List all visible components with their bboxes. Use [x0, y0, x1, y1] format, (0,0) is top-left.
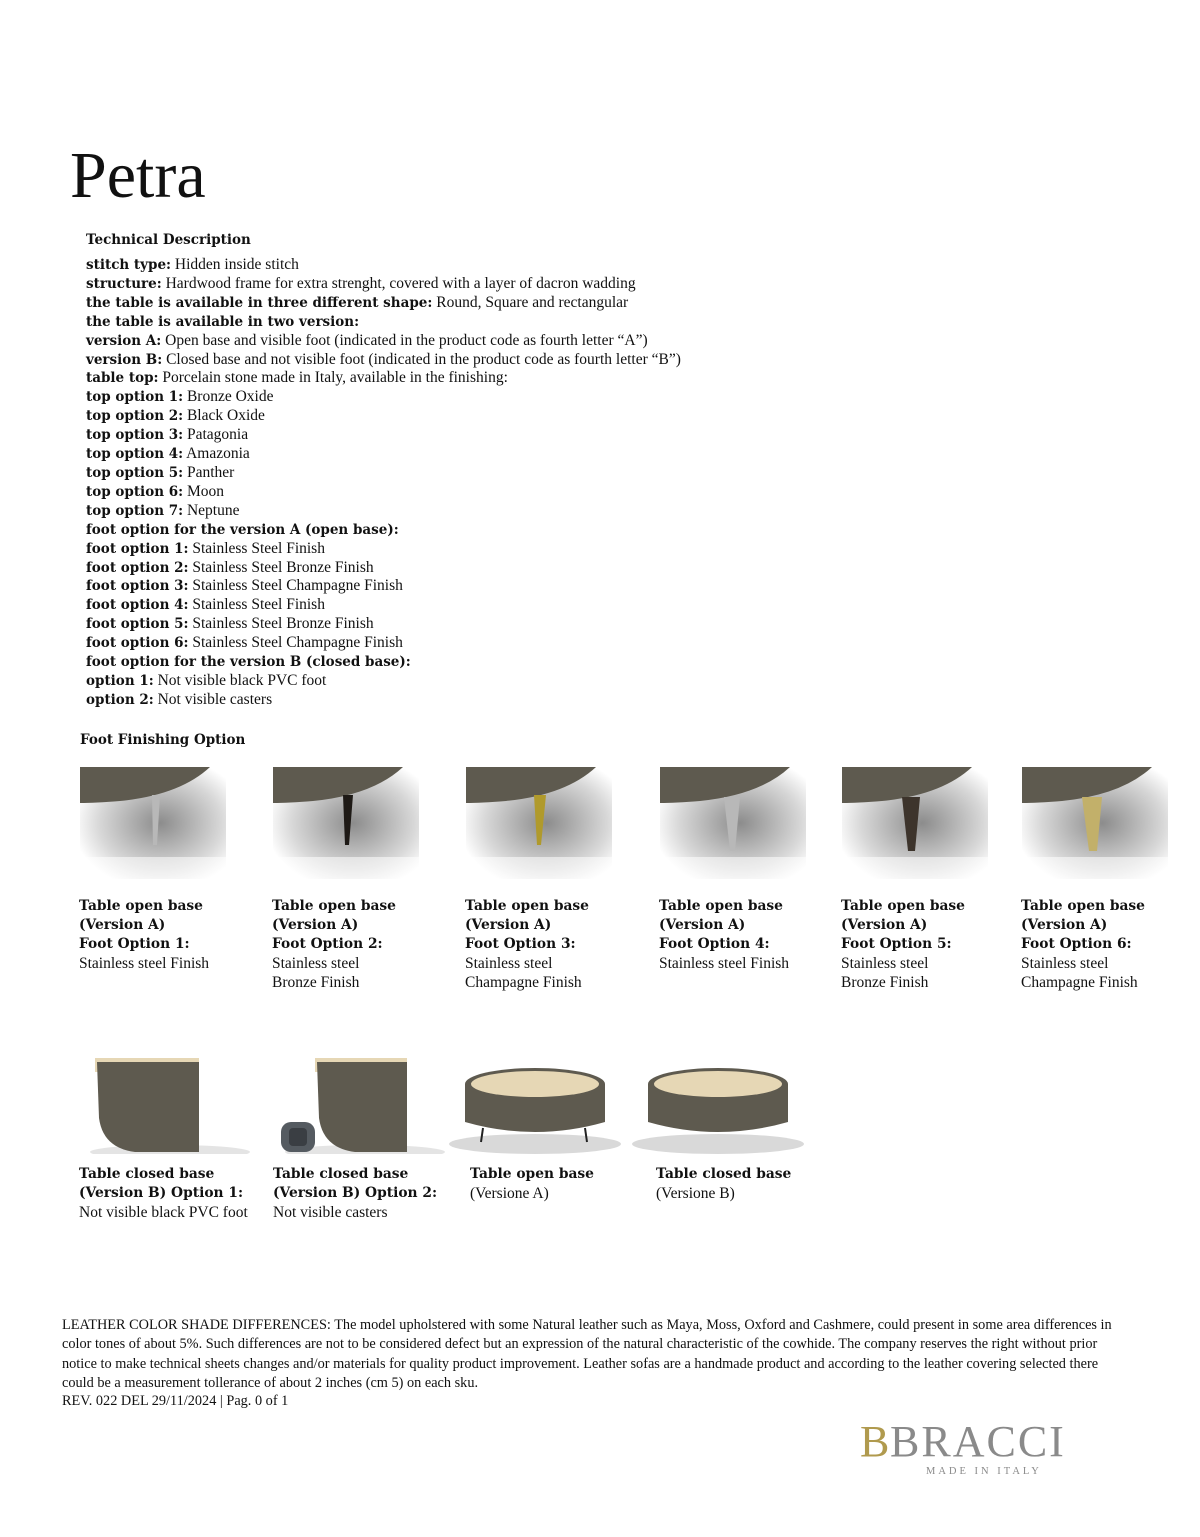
caption-bold-line: Table closed base [79, 1166, 215, 1182]
floor-fade [80, 857, 226, 879]
leather-disclaimer: LEATHER COLOR SHADE DIFFERENCES: The model upholstered with some Natural leather such as Maya, Moss, Oxford and Cashmere, could present in some area differences in color tones of about 5%. Such differences are not to be considered defect but an expression of the natural characteristic of the cowhide. The company reserves the right without prior notice to make technical sheets changes and/or materials for quality product improvement. Leather sofas are a handmade product and according to the leather covering selected there could be a measurement tollerance of about 2 inches (cm 5) on each sku. [62, 1317, 1112, 1391]
caption-bold-line: Table closed base [273, 1166, 409, 1182]
caption-bold-line: Table open base [79, 898, 203, 914]
spec-value: Stainless Steel Champagne Finish [188, 577, 403, 595]
caption-bold-line: (Version A) [465, 917, 552, 933]
spec-label: foot option 4: [86, 597, 189, 614]
spec-value: Porcelain stone made in Italy, available in the finishing: [158, 369, 508, 387]
caption-bold-line: Table open base [272, 898, 396, 914]
spec-row [86, 634, 681, 653]
foot-option-image [660, 767, 806, 879]
spec-label: top option 3: [86, 427, 184, 444]
spec-row [86, 502, 681, 521]
spec-value: Not visible black PVC foot [153, 671, 327, 689]
spec-label: top option 4: [86, 446, 184, 463]
option-caption [470, 1165, 594, 1203]
caption-line: Stainless steel [841, 955, 929, 972]
spec-value: Stainless Steel Bronze Finish [188, 615, 374, 633]
spec-value: Amazonia [183, 445, 250, 463]
caption-line: (Versione A) [470, 1185, 549, 1202]
caption-bold-line: Foot Option 1: [79, 936, 190, 952]
caption-bold-line: Foot Option 2: [272, 936, 383, 952]
caption-bold-line: Table closed base [656, 1166, 792, 1182]
spec-value: Stainless Steel Finish [188, 539, 325, 557]
spec-row [86, 521, 681, 540]
closed-base-detail-image [275, 1058, 455, 1154]
option-caption [465, 897, 589, 992]
foot-option-image [1022, 767, 1168, 879]
option-caption [79, 897, 209, 973]
caption-bold-line: (Version A) [272, 917, 359, 933]
foot-option-image [466, 767, 612, 879]
stone-top [654, 1071, 782, 1097]
spec-label: stitch type: [86, 257, 172, 273]
spec-value: Round, Square and rectangular [432, 293, 629, 311]
spec-value: Stainless Steel Bronze Finish [188, 558, 374, 576]
caption-line: Stainless steel [1021, 955, 1109, 972]
spec-value: Open base and visible foot (indicated in the product code as fourth letter “A”) [161, 331, 648, 349]
floor-fade [842, 857, 988, 879]
option-caption [79, 1165, 248, 1222]
caption-line: Not visible casters [273, 1204, 388, 1221]
spec-value: Black Oxide [183, 407, 265, 425]
caption-line: (Versione B) [656, 1185, 735, 1202]
spec-label: top option 6: [86, 483, 184, 500]
spec-value: Panther [183, 463, 235, 481]
option-caption [659, 897, 789, 973]
spec-label: top option 7: [86, 502, 184, 519]
spec-label: the table is available in three different shape: [86, 294, 433, 311]
caption-bold-line: Foot Option 6: [1021, 936, 1132, 952]
caption-bold-line: (Version A) [1021, 917, 1108, 933]
spec-row [86, 672, 681, 691]
spec-label: version A: [86, 332, 162, 349]
spec-row [86, 332, 681, 351]
spec-value: Stainless Steel Finish [188, 596, 325, 614]
spec-row [86, 351, 681, 370]
foot-option-image [273, 767, 419, 879]
caption-bold-line: (Version B) Option 1: [79, 1185, 244, 1201]
floor-fade [1022, 857, 1168, 879]
caption-line: Bronze Finish [272, 974, 360, 991]
base-shadow [449, 1134, 621, 1154]
spec-value: Hardwood frame for extra strenght, covered with a layer of dacron wadding [161, 274, 636, 292]
floor-fade [660, 857, 806, 879]
spec-label: foot option 2: [86, 559, 189, 576]
caption-line: Stainless steel Finish [79, 955, 210, 972]
spec-label: foot option 5: [86, 616, 189, 633]
caption-bold-line: Table open base [659, 898, 783, 914]
caption-line: Champagne Finish [1021, 974, 1138, 991]
spec-row [86, 577, 681, 596]
logo-name: BRACCI [890, 1418, 1066, 1466]
spec-label: top option 2: [86, 408, 184, 425]
spec-row [86, 540, 681, 559]
caption-bold-line: (Version A) [841, 917, 928, 933]
bracci-logo [860, 1418, 1110, 1478]
caption-line: Stainless steel [465, 955, 553, 972]
foot-finishing-heading: Foot Finishing Option [80, 732, 246, 748]
stone-top [471, 1071, 599, 1097]
spec-value: Neptune [183, 501, 240, 519]
spec-label: foot option 3: [86, 578, 189, 595]
spec-row [86, 483, 681, 502]
product-title: Petra [70, 139, 206, 212]
option-caption [273, 1165, 437, 1222]
option-caption [841, 897, 965, 992]
technical-spec-list [86, 256, 681, 710]
spec-label: version B: [86, 351, 163, 368]
option-caption [656, 1165, 791, 1203]
option-caption [272, 897, 396, 992]
spec-row [86, 653, 681, 672]
spec-row [86, 445, 681, 464]
caption-bold-line: Foot Option 5: [841, 936, 952, 952]
caption-bold-line: (Version A) [659, 917, 746, 933]
caption-bold-line: (Version A) [79, 917, 166, 933]
spec-label: option 2: [86, 691, 154, 708]
spec-row [86, 407, 681, 426]
spec-row [86, 256, 681, 275]
spec-label: foot option 1: [86, 540, 189, 557]
caster-hub [289, 1128, 307, 1146]
spec-row [86, 369, 681, 388]
spec-row [86, 313, 681, 332]
spec-row [86, 294, 681, 313]
spec-row [86, 615, 681, 634]
caption-line: Stainless steel Finish [659, 955, 790, 972]
caption-line: Stainless steel [272, 955, 360, 972]
spec-row [86, 426, 681, 445]
foot-option-image [842, 767, 988, 879]
spec-row [86, 275, 681, 294]
revision-info: REV. 022 DEL 29/11/2024 | Pag. 0 of 1 [62, 1393, 289, 1409]
spec-label: foot option for the version A (open base): [86, 521, 399, 538]
spec-label: table top: [86, 370, 159, 387]
option-caption [1021, 897, 1145, 992]
caption-bold-line: Table open base [1021, 898, 1145, 914]
spec-value: Stainless Steel Champagne Finish [188, 634, 403, 652]
spec-label: the table is available in two version: [86, 313, 360, 330]
caption-bold-line: (Version B) Option 2: [273, 1185, 438, 1201]
spec-value: Moon [183, 482, 225, 500]
spec-label: option 1: [86, 672, 154, 689]
spec-value: Closed base and not visible foot (indicated in the product code as fourth letter “B”) [162, 350, 681, 368]
spec-row [86, 596, 681, 615]
spec-label: top option 5: [86, 464, 184, 481]
spec-row [86, 691, 681, 710]
caption-bold-line: Table open base [465, 898, 589, 914]
caption-line: Champagne Finish [465, 974, 582, 991]
spec-value: Patagonia [183, 426, 249, 444]
base-shadow [632, 1134, 804, 1154]
caption-bold-line: Foot Option 4: [659, 936, 770, 952]
closed-base-detail-image [75, 1058, 255, 1154]
foot-option-image [80, 767, 226, 879]
floor-fade [273, 857, 419, 879]
spec-row [86, 388, 681, 407]
spec-row [86, 464, 681, 483]
caption-line: Bronze Finish [841, 974, 929, 991]
caption-bold-line: Foot Option 3: [465, 936, 576, 952]
leather-side [317, 1062, 407, 1152]
table-render-image [628, 1064, 808, 1160]
floor-fade [466, 857, 612, 879]
caption-bold-line: Table open base [470, 1166, 594, 1182]
spec-value: Not visible casters [153, 690, 273, 708]
spec-label: top option 1: [86, 389, 184, 406]
caption-line: Not visible black PVC foot [79, 1204, 248, 1221]
spec-label: foot option for the version B (closed base): [86, 654, 411, 671]
caption-bold-line: Table open base [841, 898, 965, 914]
spec-label: structure: [86, 275, 162, 292]
logo-tagline: MADE IN ITALY [926, 1466, 1042, 1477]
spec-row [86, 559, 681, 578]
spec-value: Bronze Oxide [183, 388, 274, 406]
logo-mark: B [860, 1418, 890, 1466]
spec-label: foot option 6: [86, 635, 189, 652]
leather-side [97, 1062, 199, 1152]
technical-description-heading: Technical Description [86, 232, 251, 248]
spec-value: Hidden inside stitch [171, 256, 299, 273]
table-render-image [445, 1064, 625, 1160]
